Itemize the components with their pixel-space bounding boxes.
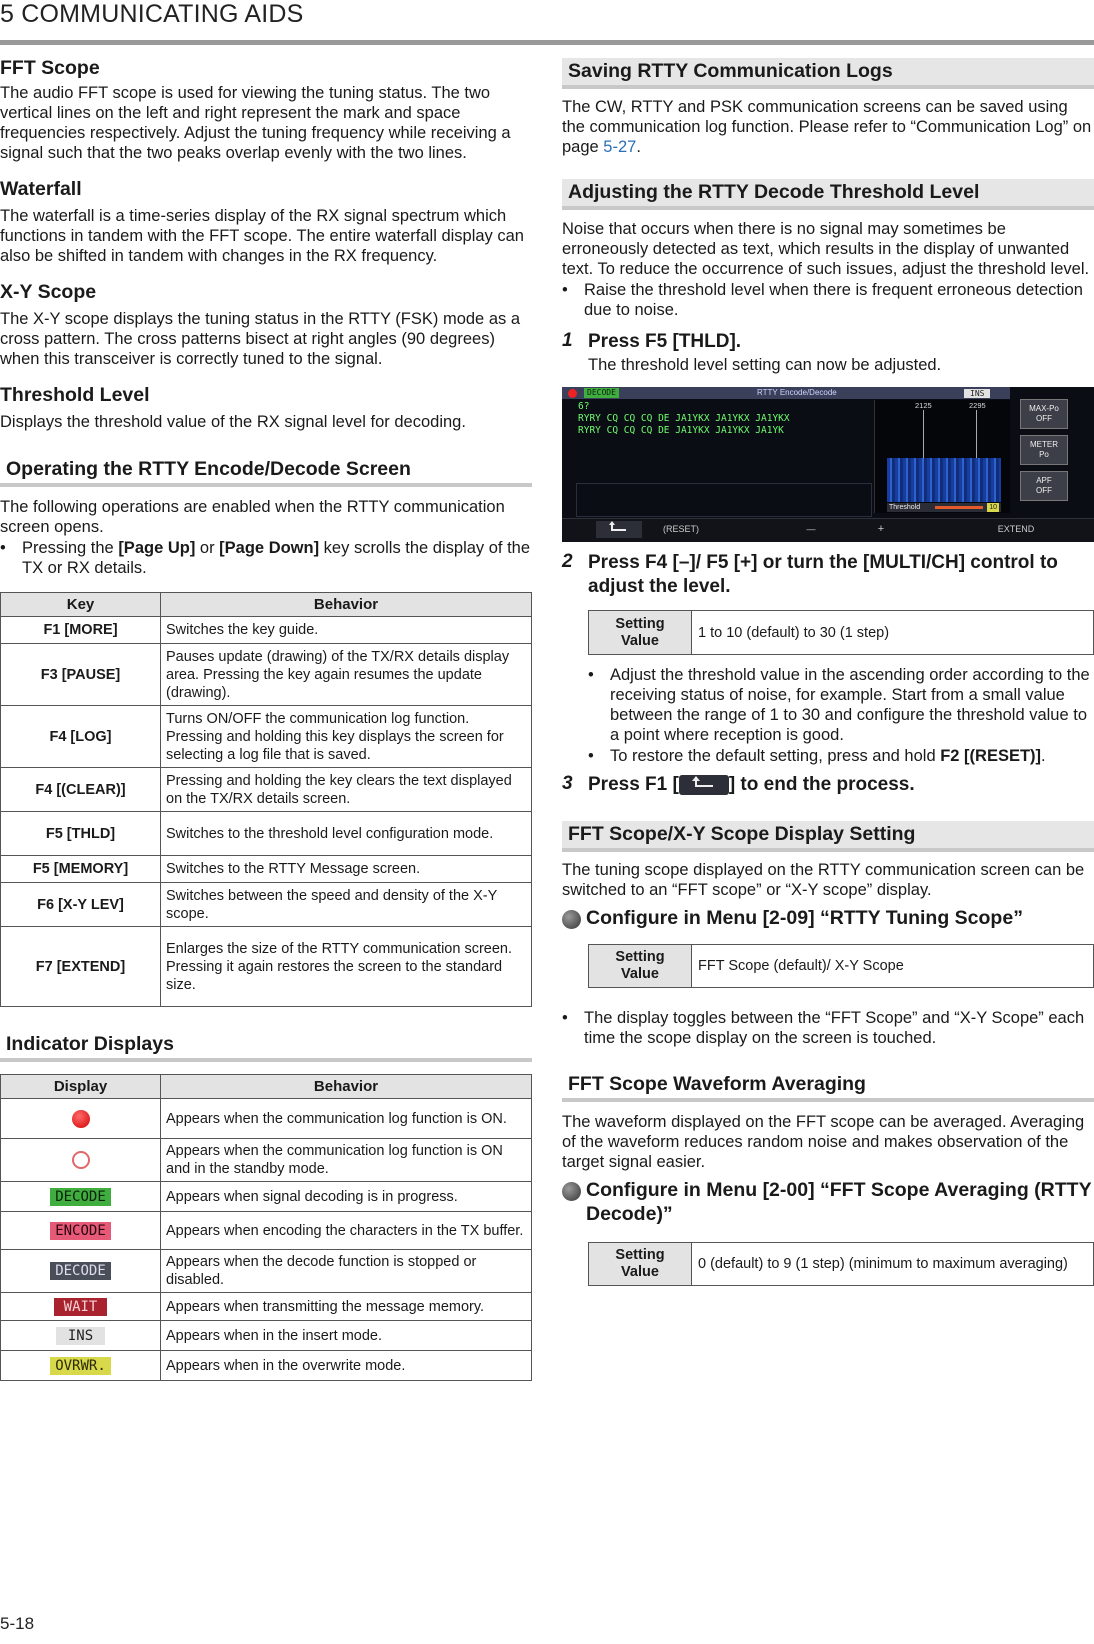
screen-ins-badge: INS: [964, 389, 990, 398]
table-row: [1, 1139, 532, 1182]
bullet-text: key scrolls the display of the TX or RX details.: [22, 539, 531, 577]
bullet-icon: •: [562, 1009, 568, 1027]
tx-text-area: [576, 483, 872, 517]
adjusting-text: Noise that occurs when there is no signal may sometimes be erroneously detected as text, which results in the display of unwanted text. To reduce the occurrence of such issues, adjust the threshold level.: [562, 220, 1090, 278]
bullet-icon: •: [588, 666, 594, 684]
table-row: [1, 1182, 532, 1212]
display-cell: [1, 1182, 161, 1212]
fft-xy-section-heading: FFT Scope/X-Y Scope Display Setting: [562, 821, 1094, 852]
mark-line: [923, 410, 924, 462]
left-column: [0, 56, 532, 1381]
operating-text: The following operations are enabled when the RTTY communication screen opens.: [0, 498, 505, 536]
behavior-cell: Appears when the communication log function is ON and in the standby mode.: [161, 1139, 532, 1182]
table-row: [1, 1099, 532, 1139]
key-cell: F7 [EXTEND]: [1, 927, 161, 1007]
setting-label: [589, 1243, 692, 1285]
table-row: [1, 768, 532, 812]
fft-xy-bullet: [562, 1008, 1094, 1048]
behavior-cell: Appears when in the insert mode.: [161, 1321, 532, 1351]
step-title-text: Press F1 [: [588, 774, 679, 795]
button-value: Po: [1039, 450, 1049, 459]
page-number: 5-18: [0, 1614, 35, 1633]
averaging-setting-box: [588, 1242, 1094, 1286]
log-on-red-dot-icon: [72, 1110, 90, 1128]
behavior-cell: Pressing and holding the key clears the text displayed on the TX/RX details screen.: [161, 768, 532, 812]
behavior-cell: Appears when the communication log function is ON.: [161, 1099, 532, 1139]
adjusting-bullet: [562, 280, 1094, 320]
reset-bullet: [588, 746, 1094, 766]
table-row: [1, 706, 532, 768]
menu-heading-text: Configure in Menu [2-00] “FFT Scope Averaging (RTTY Decode)”: [586, 1179, 1092, 1225]
behavior-cell: Appears when signal decoding is in progress.: [161, 1182, 532, 1212]
page-link[interactable]: 5-27: [603, 138, 637, 156]
rtty-screen-image: [562, 387, 1094, 542]
screen-decode-badge: DECODE: [584, 388, 619, 398]
chapter-title: 5 COMMUNICATING AIDS: [0, 0, 304, 28]
table-row: [1, 927, 532, 1007]
averaging-text: The waveform displayed on the FFT scope can be averaged. Averaging of the waveform reduces random noise and makes observation of the target signal easier.: [562, 1113, 1085, 1171]
threshold-text: Displays the threshold value of the RX signal level for decoding.: [0, 413, 466, 431]
bullet-icon: •: [0, 539, 6, 557]
threshold-bar: [887, 503, 1001, 512]
bullet-text: To restore the default setting, press and hold: [610, 747, 941, 765]
back-button[interactable]: [596, 521, 642, 538]
key-behavior-table: [0, 592, 532, 1007]
threshold-heading: Threshold Level: [0, 384, 150, 406]
setting-label-line: Value: [621, 1264, 659, 1280]
behavior-cell: Switches between the speed and density of the X-Y scope.: [161, 883, 532, 927]
step-title: [588, 773, 1094, 797]
threshold-bullet: [588, 665, 1094, 745]
button-value: OFF: [1036, 414, 1052, 423]
setting-label: [589, 611, 692, 654]
reset-key: F2 [(RESET)]: [940, 747, 1042, 765]
behavior-cell: Appears when transmitting the message memory.: [161, 1293, 532, 1321]
behavior-cell: Turns ON/OFF the communication log function. Pressing and holding this key displays the screen for selecting a log file that is saved.: [161, 706, 532, 768]
step-description: The threshold level setting can now be adjusted.: [588, 356, 942, 374]
column-header: Behavior: [161, 593, 532, 617]
right-column: [562, 58, 1094, 1286]
step-number: 2: [562, 551, 573, 572]
rx-line: 6?: [578, 401, 590, 412]
step-2: [562, 551, 1094, 599]
fft-scope-heading: FFT Scope: [0, 57, 100, 79]
bullet-text: Raise the threshold level when there is frequent erroneous detection due to noise.: [584, 281, 1083, 319]
display-cell: [1, 1139, 161, 1182]
averaging-menu-heading: [562, 1178, 1094, 1226]
ovrwr-badge: OVRWR.: [50, 1357, 111, 1375]
waterfall-text: The waterfall is a time-series display of the RX signal spectrum which functions in tandem with the FFT scope. The entire waterfall display can also be shifted in tandem with changes in the RX frequency.: [0, 207, 524, 265]
display-cell: [1, 1250, 161, 1293]
header-rule: [0, 40, 1094, 45]
saving-text-part: .: [636, 138, 641, 156]
xy-scope-heading: X-Y Scope: [0, 281, 97, 303]
setting-label-line: Value: [621, 966, 659, 982]
button-label: METER: [1030, 440, 1058, 449]
key-cell: F5 [MEMORY]: [1, 856, 161, 883]
table-row: [1, 617, 532, 644]
column-header: Key: [1, 593, 161, 617]
table-header-row: [1, 1075, 532, 1099]
setting-label-line: Setting: [615, 949, 665, 965]
fft-xy-text: The tuning scope displayed on the RTTY communication screen can be switched to an “FFT scope” or “X-Y scope” display.: [562, 861, 1085, 899]
table-header-row: [1, 593, 532, 617]
indicator-table: [0, 1074, 532, 1381]
operating-bullet: [0, 538, 532, 578]
back-arrow-icon: [608, 521, 630, 534]
step-title-text: ] to end the process.: [728, 774, 915, 795]
page-down-key: [Page Down]: [219, 539, 320, 557]
behavior-cell: Switches the key guide.: [161, 617, 532, 644]
threshold-label: Threshold: [889, 504, 921, 511]
indicator-section-heading: Indicator Displays: [0, 1031, 532, 1062]
display-cell: [1, 1212, 161, 1250]
table-row: [1, 856, 532, 883]
menu-heading-text: Configure in Menu [2-09] “RTTY Tuning Scope”: [586, 907, 1023, 929]
space-line: [976, 410, 977, 462]
apf-button[interactable]: [1020, 471, 1068, 501]
rx-text-area: [578, 401, 790, 437]
behavior-cell: Enlarges the size of the RTTY communication screen. Pressing it again restores the screen to the standard size.: [161, 927, 532, 1007]
bullet-text: .: [1041, 747, 1046, 765]
display-cell: [1, 1293, 161, 1321]
setting-value: 0 (default) to 9 (1 step) (minimum to maximum averaging): [698, 1256, 1068, 1272]
key-cell: F5 [THLD]: [1, 812, 161, 856]
table-row: [1, 1293, 532, 1321]
tuning-scope-setting-box: [588, 944, 1094, 988]
bullet-text: or: [195, 539, 220, 557]
saving-section-heading: Saving RTTY Communication Logs: [562, 58, 1094, 89]
max-po-button[interactable]: [1020, 399, 1068, 429]
setting-label: [589, 945, 692, 987]
behavior-cell: Appears when encoding the characters in the TX buffer.: [161, 1212, 532, 1250]
minus-button[interactable]: —: [806, 524, 816, 534]
threshold-level-fill: [935, 506, 983, 509]
averaging-section-heading: FFT Scope Waveform Averaging: [562, 1071, 1094, 1102]
operating-section-heading: Operating the RTTY Encode/Decode Screen: [0, 456, 532, 487]
waterfall-display: [887, 458, 1001, 502]
step-1: [562, 330, 1094, 375]
key-cell: F3 [PAUSE]: [1, 644, 161, 706]
decode-disabled-badge: DECODE: [50, 1262, 111, 1280]
circle-bullet-icon: [562, 910, 581, 929]
setting-label-line: Setting: [615, 1247, 665, 1263]
button-label: APF: [1036, 476, 1052, 485]
behavior-cell: Switches to the RTTY Message screen.: [161, 856, 532, 883]
page-up-key: [Page Up]: [118, 539, 196, 557]
rx-line: RYRY CQ CQ CQ DE JA1YKX JA1YKX JA1YKX: [578, 413, 790, 424]
reset-button[interactable]: (RESET): [663, 524, 699, 534]
behavior-cell: Pauses update (drawing) of the TX/RX details display area. Pressing the key again resumes the update (drawing).: [161, 644, 532, 706]
bullet-icon: •: [562, 281, 568, 299]
key-cell: F4 [LOG]: [1, 706, 161, 768]
xy-scope-text: The X-Y scope displays the tuning status in the RTTY (FSK) mode as a cross pattern. The cross patterns bisect at right angles (90 degrees) when this transceiver is correctly tuned to the signal.: [0, 310, 521, 368]
step-title: Press F4 [–]/ F5 [+] or turn the [MULTI/CH] control to adjust the level.: [588, 552, 1058, 597]
rx-line: RYRY CQ CQ CQ DE JA1YKX JA1YKX JA1YK: [578, 425, 784, 436]
behavior-cell: Appears when the decode function is stopped or disabled.: [161, 1250, 532, 1293]
table-row: [1, 883, 532, 927]
table-row: [1, 1351, 532, 1381]
waterfall-heading: Waterfall: [0, 178, 82, 200]
step-number: 1: [562, 330, 573, 351]
step-3: [562, 773, 1094, 797]
behavior-cell: Appears when in the overwrite mode.: [161, 1351, 532, 1381]
button-label: MAX-Po: [1029, 404, 1059, 413]
meter-button[interactable]: [1020, 435, 1068, 465]
screen-title: RTTY Encode/Decode: [757, 388, 837, 397]
saving-text: [562, 97, 1094, 157]
key-cell: F1 [MORE]: [1, 617, 161, 644]
table-row: [1, 644, 532, 706]
bullet-text: Pressing the: [22, 539, 119, 557]
table-row: [1, 1212, 532, 1250]
extend-button[interactable]: EXTEND: [997, 524, 1035, 534]
ins-badge: INS: [56, 1327, 105, 1345]
column-header: Behavior: [161, 1075, 532, 1099]
wait-badge: WAIT: [54, 1298, 108, 1316]
plus-button[interactable]: +: [877, 523, 885, 535]
key-cell: F6 [X-Y LEV]: [1, 883, 161, 927]
mark-frequency: 2125: [915, 401, 932, 410]
threshold-value: 10: [989, 504, 997, 511]
setting-value: FFT Scope (default)/ X-Y Scope: [698, 958, 904, 974]
column-header: Display: [1, 1075, 161, 1099]
bullet-icon: •: [588, 747, 594, 765]
setting-value: 1 to 10 (default) to 30 (1 step): [698, 624, 890, 641]
return-key-icon: [679, 775, 729, 795]
decode-active-badge: DECODE: [50, 1188, 111, 1206]
encode-badge: ENCODE: [50, 1222, 111, 1240]
bullet-text: Adjust the threshold value in the ascending order according to the receiving status of noise, for example. Start from a small value between the range of 1 to 30 and configure the threshold value to a point where reception is good.: [610, 666, 1090, 744]
table-row: [1, 812, 532, 856]
button-value: OFF: [1036, 486, 1052, 495]
setting-label-line: Value: [621, 632, 659, 649]
display-cell: [1, 1351, 161, 1381]
display-cell: [1, 1099, 161, 1139]
step-title: Press F5 [THLD].: [588, 331, 742, 352]
fft-xy-menu-heading: [562, 906, 1094, 930]
fft-scope-panel: [874, 400, 1010, 513]
behavior-cell: Switches to the threshold level configuration mode.: [161, 812, 532, 856]
setting-label-line: Setting: [615, 615, 665, 632]
adjusting-section-heading: Adjusting the RTTY Decode Threshold Level: [562, 179, 1094, 210]
step-number: 3: [562, 773, 573, 794]
fft-scope-text: The audio FFT scope is used for viewing the tuning status. The two vertical lines on the left and right represent the mark and space frequencies respectively. Adjust the tuning frequency while receiving a signal such that the two peaks overlap evenly with the two lines.: [0, 84, 511, 162]
threshold-setting-box: [588, 610, 1094, 655]
saving-text-part: The CW, RTTY and PSK communication screens can be saved using the communication log function. Please refer to “Communication Log” on page: [562, 98, 1092, 156]
bullet-text: The display toggles between the “FFT Scope” and “X-Y Scope” each time the scope display on the screen is touched.: [584, 1009, 1085, 1047]
space-frequency: 2295: [969, 401, 986, 410]
key-cell: F4 [(CLEAR)]: [1, 768, 161, 812]
table-row: [1, 1321, 532, 1351]
circle-bullet-icon: [562, 1182, 581, 1201]
log-dot-icon: [568, 389, 577, 398]
log-standby-dot-icon: [72, 1151, 90, 1169]
display-cell: [1, 1321, 161, 1351]
table-row: [1, 1250, 532, 1293]
